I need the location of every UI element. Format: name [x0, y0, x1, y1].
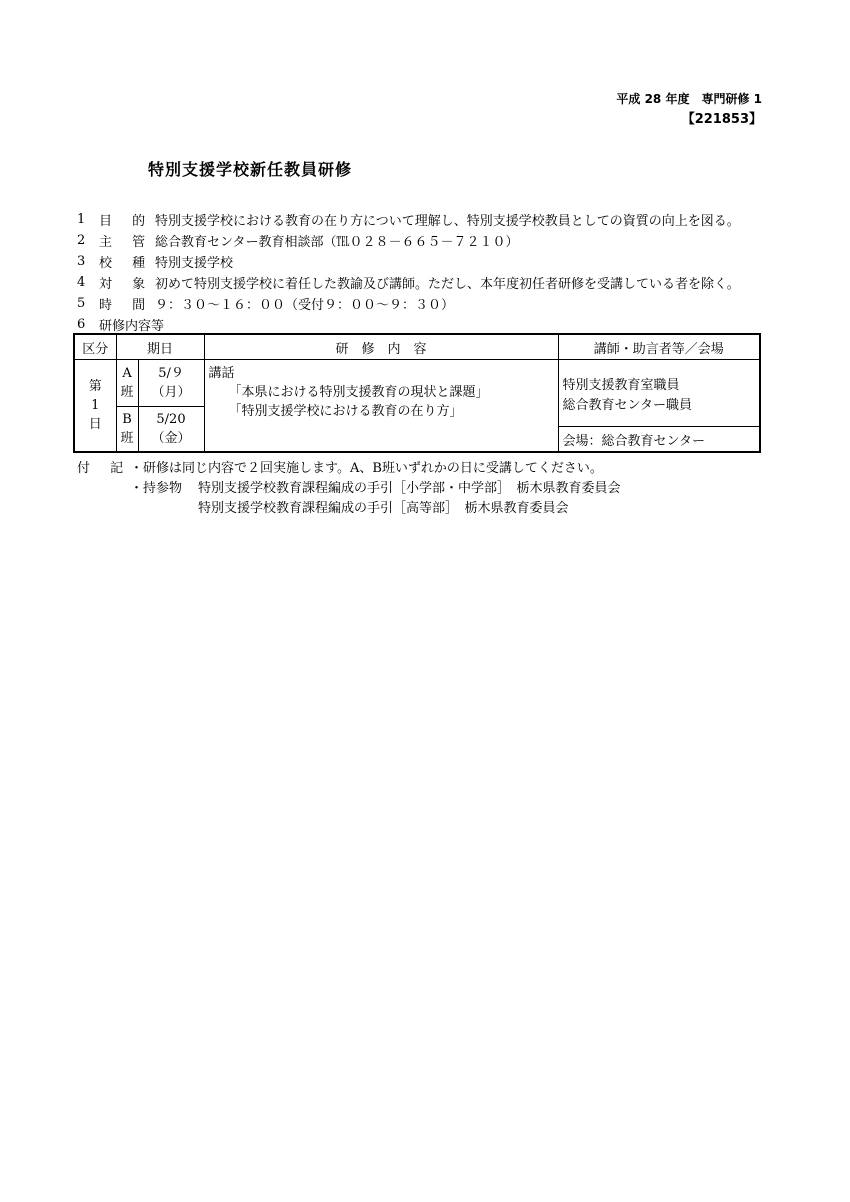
item-label: 時 間 [99, 298, 154, 313]
item-number: 3 [77, 254, 86, 269]
day-category-char: 1 [91, 398, 100, 413]
instructor-name: 特別支援教育室職員 [562, 378, 680, 393]
group-b-cell [116, 407, 138, 453]
session-date: 5/20 [156, 412, 186, 427]
header-date: 期日 [116, 334, 204, 360]
item-number: 4 [77, 275, 86, 290]
table-row [74, 360, 760, 407]
fiscal-year-label: 平成 28 年度 専門研修 1 [616, 92, 762, 106]
group-a-cell [116, 360, 138, 407]
day-category-char: 日 [88, 417, 102, 432]
item-label: 主 管 [99, 235, 154, 250]
item-number: 1 [77, 212, 86, 227]
table-header-row [74, 334, 760, 360]
note-text: 特別支援学校教育課程編成の手引［高等部］ 栃木県教育委員会 [198, 501, 569, 516]
document-title: 特別支援学校新任教員研修 [148, 160, 353, 179]
content-cell [204, 360, 558, 453]
item-number: 2 [77, 233, 86, 248]
item-label: 研修内容等 [99, 319, 165, 334]
group-suffix: 班 [120, 385, 134, 400]
item-value: 特別支援学校における教育の在り方について理解し、特別支援学校教員としての資質の向上を図る。 [155, 214, 740, 229]
group-suffix: 班 [120, 431, 134, 446]
notes-section [77, 459, 621, 519]
day-category-char: 第 [88, 379, 102, 394]
outline-item-school-type [77, 251, 777, 272]
note-text: ・研修は同じ内容で２回実施します。A、B班いずれかの日に受講してください。 [130, 461, 603, 476]
note-line [77, 499, 621, 519]
note-line [77, 459, 621, 479]
group-letter: B [122, 412, 132, 427]
content-line: 「特別支援学校における教育の在り方」 [228, 404, 463, 419]
course-code: 【221853】 [681, 112, 762, 127]
instructor-name: 総合教育センター職員 [562, 398, 692, 413]
group-b-date-cell [138, 407, 204, 453]
header-instructor: 講師・助言者等／会場 [558, 334, 760, 360]
item-number: 5 [77, 296, 86, 311]
notes-label: 付 記 [77, 461, 132, 476]
venue-cell: 会場：総合教育センター [558, 427, 760, 453]
outline-item-organizer [77, 230, 777, 251]
outline-list [77, 209, 777, 335]
item-value: ９：３０～１６：００（受付９：００～９：３０） [155, 298, 455, 313]
instructor-cell [558, 360, 760, 427]
outline-item-purpose [77, 209, 777, 230]
note-text: 特別支援学校教育課程編成の手引［小学部・中学部］ 栃木県教育委員会 [198, 481, 621, 496]
session-weekday: （月） [151, 385, 191, 400]
group-a-date-cell [138, 360, 204, 407]
note-lead: ・持参物 [130, 481, 183, 496]
content-heading: 講話 [208, 366, 235, 381]
session-weekday: （金） [151, 431, 191, 446]
item-label: 校 種 [99, 256, 154, 271]
item-label: 対 象 [99, 277, 154, 292]
group-letter: A [122, 366, 132, 381]
outline-item-content [77, 314, 777, 335]
outline-item-time [77, 293, 777, 314]
note-line [77, 479, 621, 499]
outline-item-target [77, 272, 777, 293]
header-category: 区分 [74, 334, 116, 360]
item-value: 特別支援学校 [155, 256, 234, 271]
item-value: 総合教育センター教育相談部（℡０２８－６６５－７２１０） [155, 235, 519, 250]
schedule-table [73, 333, 761, 453]
item-label: 目 的 [99, 214, 154, 229]
item-value: 初めて特別支援学校に着任した教諭及び講師。ただし、本年度初任者研修を受講している者を除く。 [155, 277, 740, 292]
item-number: 6 [77, 317, 86, 332]
content-line: 「本県における特別支援教育の現状と課題」 [228, 385, 489, 400]
header-content: 研 修 内 容 [204, 334, 558, 360]
day-category-cell [74, 360, 116, 453]
session-date: 5/９ [158, 366, 184, 381]
